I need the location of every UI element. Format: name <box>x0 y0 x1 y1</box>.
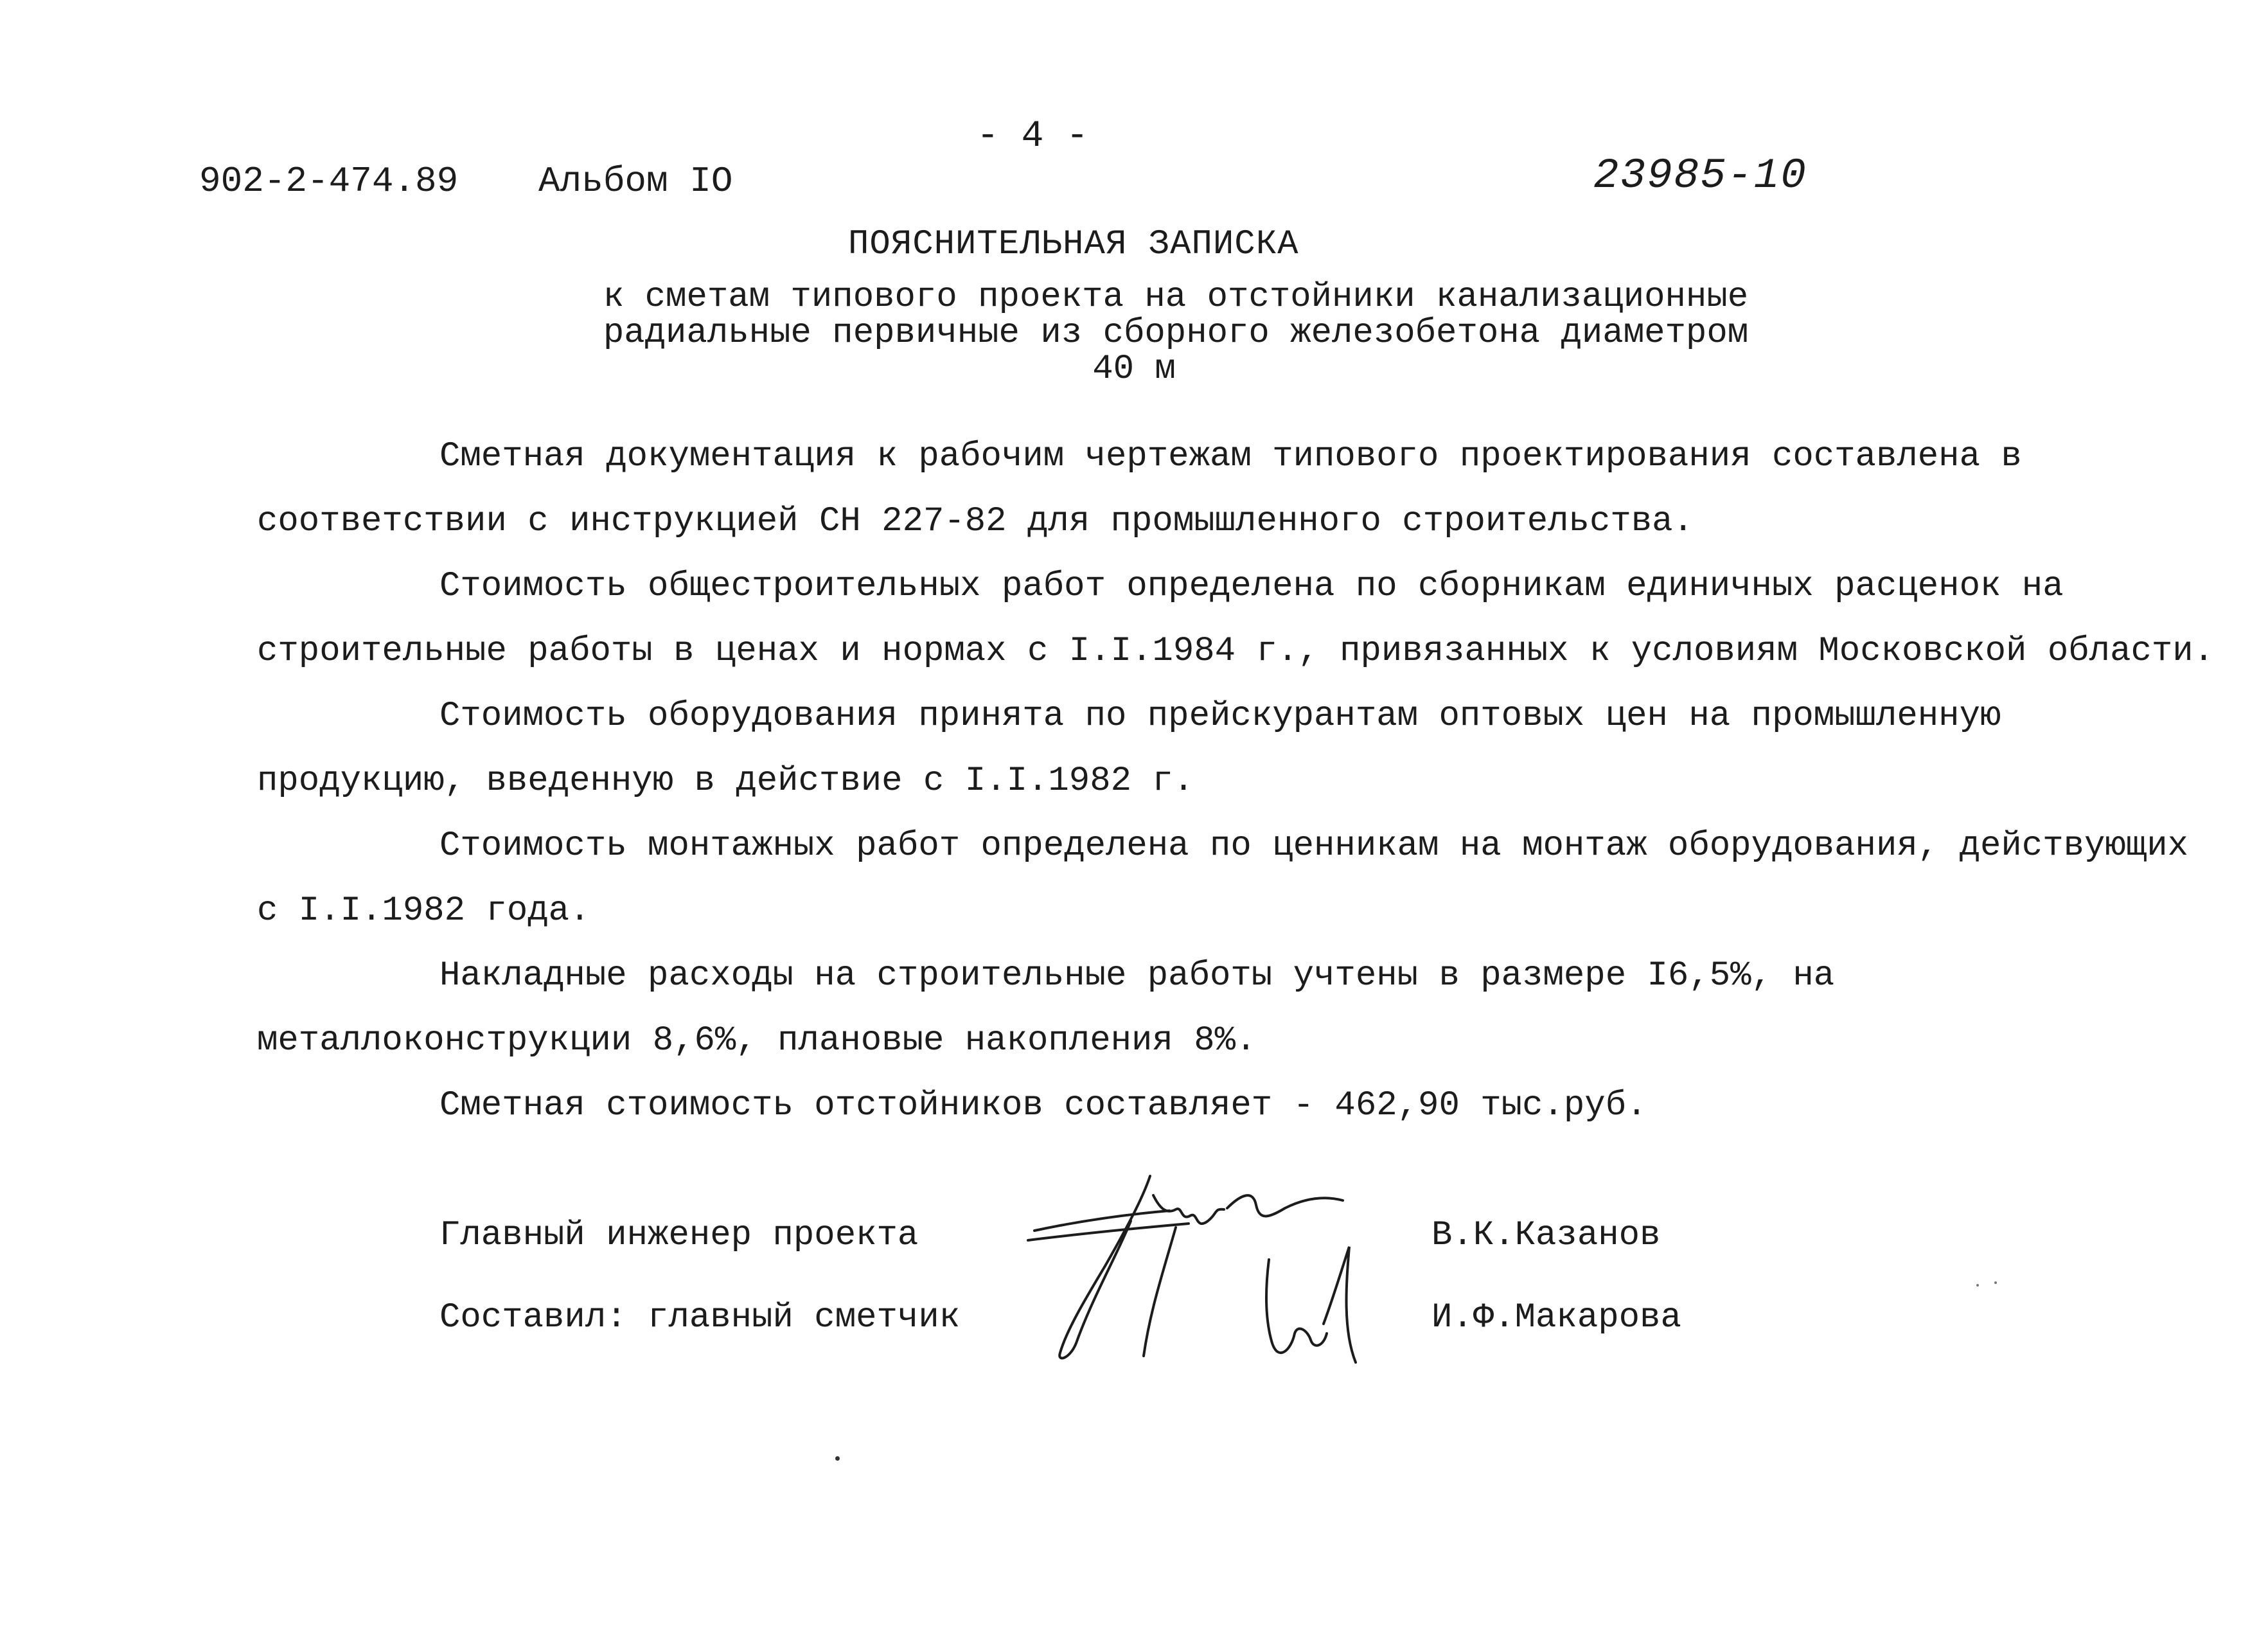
paragraph-6: Сметная стоимость отстойников составляет - 462,90 тыс.руб. <box>439 1086 1647 1125</box>
paragraph-1: Сметная документация к рабочим чертежам типового проектирования составлена в соответствии с инструкцией СН 227-82 для промышленного строительства. <box>257 437 2022 541</box>
album-label: Альбом IO <box>538 161 733 202</box>
handwritten-signature <box>1022 1170 1381 1375</box>
paragraph-4: Стоимость монтажных работ определена по ценникам на монтаж оборудования, действующих с I.I.1982 года. <box>257 826 2189 931</box>
body-text <box>257 424 2223 1138</box>
document-title: ПОЯСНИТЕЛЬНАЯ ЗАПИСКА <box>848 225 1299 264</box>
subtitle-line-2: радиальные первичные из сборного железобетона диаметром <box>603 314 1749 353</box>
scan-speck <box>835 1456 840 1461</box>
paragraph-5: Накладные расходы на строительные работы учтены в размере I6,5%, на металлоконструкции 8,6%, плановые накопления 8%. <box>257 956 1835 1060</box>
chief-engineer-name: В.К.Казанов <box>1431 1216 1661 1255</box>
inventory-number: 23985-10 <box>1593 152 1807 200</box>
paragraph-3: Стоимость оборудования принята по прейскурантам оптовых цен на промышленную продукцию, введенную в действие с I.I.1982 г. <box>257 697 2001 801</box>
estimator-role: Составил: главный сметчик <box>439 1298 961 1337</box>
document-subtitle <box>0 280 2268 388</box>
page-number: - 4 - <box>977 116 1089 157</box>
document-code: 902-2-474.89 <box>199 161 459 202</box>
subtitle-line-1: к сметам типового проекта на отстойники канализационные <box>603 278 1749 317</box>
scan-speck <box>1976 1284 1979 1287</box>
subtitle-line-3: 40 м <box>1092 350 1176 389</box>
chief-engineer-role: Главный инженер проекта <box>439 1216 919 1255</box>
estimator-name: И.Ф.Макарова <box>1431 1298 1681 1337</box>
paragraph-2: Стоимость общестроительных работ определена по сборникам единичных расценок на строительные работы в ценах и нормах с I.I.1984 г., привязанных к условиям Московской области. <box>257 567 2215 671</box>
scan-speck <box>1994 1281 1997 1284</box>
